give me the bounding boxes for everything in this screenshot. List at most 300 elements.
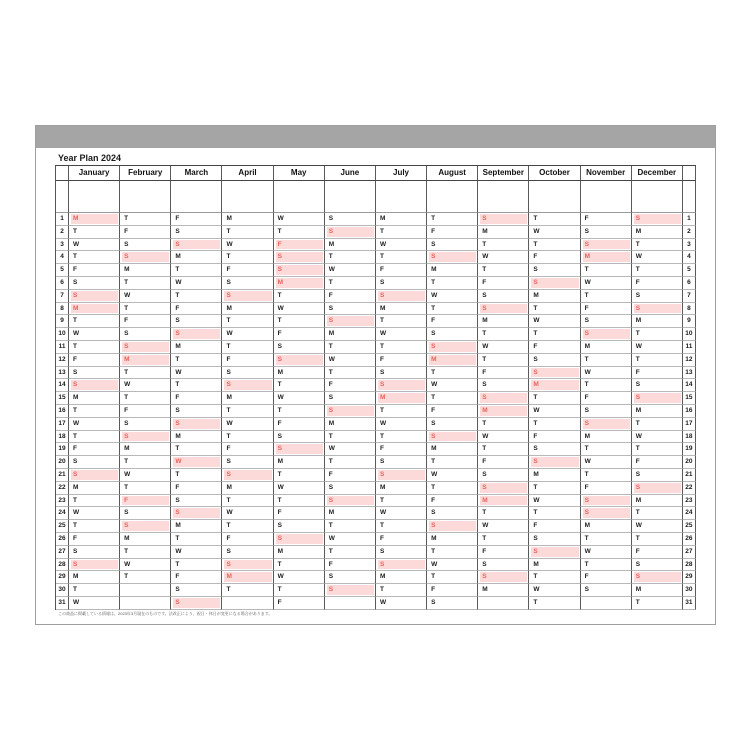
calendar-day-cell: T [222, 584, 273, 597]
calendar-day-cell: S [581, 315, 632, 328]
day-number-right: 10 [683, 328, 696, 341]
calendar-day-cell: T [529, 239, 580, 252]
calendar-day-cell: T [171, 264, 222, 277]
day-number-right: 9 [683, 315, 696, 328]
calendar-day-cell: S [274, 520, 325, 533]
holiday-day-cell: S [171, 597, 222, 610]
holiday-day-cell: S [478, 482, 529, 495]
day-number-right: 31 [683, 597, 696, 610]
notes-cell [274, 181, 325, 213]
calendar-day-cell: F [69, 354, 120, 367]
calendar-day-cell: T [120, 456, 171, 469]
holiday-day-cell: S [69, 379, 120, 392]
calendar-day-cell: F [325, 290, 376, 303]
calendar-day-cell: S [478, 559, 529, 572]
calendar-day-cell: S [529, 354, 580, 367]
calendar-day-cell: T [427, 213, 478, 226]
holiday-day-cell: S [529, 546, 580, 559]
calendar-day-cell: S [529, 533, 580, 546]
day-number-right: 24 [683, 507, 696, 520]
calendar-day-cell: W [581, 456, 632, 469]
calendar-day-cell: T [529, 213, 580, 226]
holiday-day-cell: S [171, 507, 222, 520]
calendar-day-cell: M [529, 559, 580, 572]
calendar-day-cell: W [427, 379, 478, 392]
calendar-day-cell: T [222, 226, 273, 239]
calendar-day-cell: W [222, 418, 273, 431]
calendar-day-cell: T [69, 315, 120, 328]
calendar-day-cell: S [376, 546, 427, 559]
holiday-day-cell: S [69, 290, 120, 303]
calendar-day-cell: M [376, 482, 427, 495]
calendar-day-cell: F [376, 443, 427, 456]
day-number-left: 6 [56, 277, 69, 290]
calendar-day-cell: W [529, 226, 580, 239]
calendar-day-cell: W [376, 507, 427, 520]
calendar-day-cell: F [120, 315, 171, 328]
calendar-day-cell: W [632, 341, 683, 354]
calendar-day-cell: M [632, 405, 683, 418]
calendar-day-cell: T [581, 559, 632, 572]
notes-cell [478, 181, 529, 213]
holiday-day-cell: F [274, 239, 325, 252]
calendar-day-cell: S [69, 277, 120, 290]
holiday-day-cell: S [529, 367, 580, 380]
calendar-day-cell: M [325, 328, 376, 341]
notes-cell [376, 181, 427, 213]
day-number-left: 8 [56, 303, 69, 316]
holiday-day-cell: S [478, 392, 529, 405]
calendar-day-cell: T [632, 443, 683, 456]
day-number-right: 16 [683, 405, 696, 418]
calendar-day-cell: T [376, 341, 427, 354]
calendar-day-cell: T [632, 418, 683, 431]
calendar-day-cell: S [222, 277, 273, 290]
holiday-day-cell: S [376, 290, 427, 303]
footnote: この商品に掲載している情報は、2023年3月現在のものです。法改正により、祝日・休日が変更になる場合があります。 [58, 611, 273, 616]
calendar-day-cell: S [632, 469, 683, 482]
day-number-left: 27 [56, 546, 69, 559]
calendar-day-cell: T [120, 482, 171, 495]
calendar-day-cell: T [478, 264, 529, 277]
day-number-left: 12 [56, 354, 69, 367]
calendar-day-cell: T [581, 290, 632, 303]
holiday-day-cell: S [274, 533, 325, 546]
calendar-day-cell: F [581, 303, 632, 316]
calendar-day-cell: F [581, 392, 632, 405]
calendar-day-cell: T [376, 520, 427, 533]
calendar-day-cell: F [69, 443, 120, 456]
calendar-day-cell: S [478, 469, 529, 482]
calendar-day-cell: F [632, 456, 683, 469]
calendar-day-cell: S [529, 443, 580, 456]
day-number-left: 14 [56, 379, 69, 392]
calendar-day-cell: T [222, 405, 273, 418]
calendar-day-cell: S [325, 482, 376, 495]
calendar-day-cell: S [632, 379, 683, 392]
calendar-day-cell: T [478, 354, 529, 367]
calendar-day-cell: W [171, 367, 222, 380]
calendar-day-cell: T [325, 277, 376, 290]
calendar-day-cell: T [325, 341, 376, 354]
empty-cell [581, 597, 632, 610]
calendar-day-cell: T [171, 533, 222, 546]
calendar-day-cell: M [478, 584, 529, 597]
calendar-day-cell: T [69, 520, 120, 533]
calendar-day-cell: W [478, 251, 529, 264]
calendar-day-cell: F [478, 277, 529, 290]
calendar-day-cell: S [478, 290, 529, 303]
calendar-day-cell: T [529, 597, 580, 610]
calendar-day-cell: T [376, 431, 427, 444]
day-number-right: 26 [683, 533, 696, 546]
calendar-day-cell: F [632, 546, 683, 559]
calendar-day-cell: F [632, 367, 683, 380]
calendar-day-cell: T [222, 315, 273, 328]
calendar-day-cell: T [478, 533, 529, 546]
calendar-day-cell: S [581, 226, 632, 239]
year-calendar-grid [55, 165, 696, 610]
holiday-day-cell: S [325, 315, 376, 328]
day-number-left: 20 [56, 456, 69, 469]
calendar-day-cell: W [325, 264, 376, 277]
calendar-day-cell: W [529, 495, 580, 508]
holiday-day-cell: S [222, 469, 273, 482]
day-number-left: 24 [56, 507, 69, 520]
calendar-day-cell: M [120, 264, 171, 277]
calendar-day-cell: S [581, 405, 632, 418]
holiday-day-cell: S [376, 559, 427, 572]
calendar-day-cell: S [120, 239, 171, 252]
calendar-day-cell: S [120, 328, 171, 341]
calendar-day-cell: W [222, 507, 273, 520]
calendar-day-cell: S [632, 559, 683, 572]
calendar-day-cell: F [478, 367, 529, 380]
calendar-day-cell: W [529, 584, 580, 597]
holiday-day-cell: S [427, 520, 478, 533]
calendar-day-cell: F [376, 264, 427, 277]
month-header: March [171, 166, 222, 181]
calendar-day-cell: M [171, 520, 222, 533]
calendar-day-cell: S [120, 418, 171, 431]
holiday-day-cell: S [325, 226, 376, 239]
calendar-day-cell: T [274, 290, 325, 303]
calendar-day-cell: W [478, 431, 529, 444]
calendar-day-cell: S [478, 379, 529, 392]
calendar-day-cell: M [222, 392, 273, 405]
day-number-right: 7 [683, 290, 696, 303]
day-number-right: 4 [683, 251, 696, 264]
calendar-day-cell: W [69, 328, 120, 341]
calendar-day-cell: M [120, 533, 171, 546]
calendar-day-cell: T [325, 546, 376, 559]
calendar-day-cell: T [581, 469, 632, 482]
calendar-day-cell: M [69, 392, 120, 405]
calendar-day-cell: W [171, 277, 222, 290]
calendar-day-cell: T [632, 264, 683, 277]
calendar-day-cell: S [632, 290, 683, 303]
calendar-day-cell: T [325, 431, 376, 444]
holiday-day-cell: S [581, 507, 632, 520]
notes-cell [427, 181, 478, 213]
day-number-right: 11 [683, 341, 696, 354]
calendar-day-cell: M [120, 443, 171, 456]
calendar-day-cell: S [376, 277, 427, 290]
holiday-day-cell: S [171, 239, 222, 252]
calendar-day-cell: F [274, 507, 325, 520]
day-number-right: 23 [683, 495, 696, 508]
day-number-left: 25 [56, 520, 69, 533]
calendar-day-cell: T [581, 264, 632, 277]
calendar-day-cell: W [529, 405, 580, 418]
calendar-day-cell: S [325, 571, 376, 584]
holiday-day-cell: S [632, 571, 683, 584]
calendar-day-cell: T [478, 328, 529, 341]
calendar-day-cell: M [376, 213, 427, 226]
calendar-day-cell: S [69, 367, 120, 380]
day-number-right: 13 [683, 367, 696, 380]
calendar-day-cell: T [274, 584, 325, 597]
day-number-left: 31 [56, 597, 69, 610]
calendar-day-cell: T [171, 469, 222, 482]
month-header: November [581, 166, 632, 181]
day-number-right: 2 [683, 226, 696, 239]
calendar-day-cell: T [529, 392, 580, 405]
calendar-day-cell: T [120, 277, 171, 290]
calendar-day-cell: T [274, 379, 325, 392]
calendar-day-cell: M [171, 251, 222, 264]
holiday-day-cell: S [325, 495, 376, 508]
calendar-day-cell: F [529, 341, 580, 354]
calendar-day-cell: F [529, 251, 580, 264]
calendar-day-cell: W [274, 213, 325, 226]
calendar-day-cell: T [478, 443, 529, 456]
holiday-day-cell: M [376, 392, 427, 405]
month-header: February [120, 166, 171, 181]
calendar-day-cell: F [529, 431, 580, 444]
calendar-day-cell: W [325, 443, 376, 456]
notes-cell [222, 181, 273, 213]
calendar-day-cell: W [120, 469, 171, 482]
calendar-day-cell: T [376, 495, 427, 508]
holiday-day-cell: M [69, 303, 120, 316]
calendar-day-cell: T [427, 482, 478, 495]
holiday-day-cell: S [478, 303, 529, 316]
calendar-day-cell: T [376, 226, 427, 239]
holiday-day-cell: S [325, 405, 376, 418]
calendar-day-cell: T [222, 495, 273, 508]
calendar-day-cell: S [222, 546, 273, 559]
calendar-day-cell: T [529, 571, 580, 584]
calendar-day-cell: W [222, 239, 273, 252]
day-number-right: 25 [683, 520, 696, 533]
calendar-day-cell: M [581, 431, 632, 444]
calendar-day-cell: F [120, 226, 171, 239]
holiday-day-cell: S [632, 392, 683, 405]
calendar-day-cell: F [69, 533, 120, 546]
day-number-right: 17 [683, 418, 696, 431]
holiday-day-cell: S [274, 354, 325, 367]
calendar-day-cell: S [325, 392, 376, 405]
calendar-day-cell: T [632, 507, 683, 520]
calendar-day-cell: T [325, 520, 376, 533]
calendar-day-cell: T [581, 443, 632, 456]
calendar-day-cell: T [581, 379, 632, 392]
day-number-left: 5 [56, 264, 69, 277]
calendar-day-cell: F [478, 456, 529, 469]
calendar-day-cell: F [222, 443, 273, 456]
holiday-day-cell: S [427, 341, 478, 354]
day-number-left: 26 [56, 533, 69, 546]
calendar-day-cell: S [171, 226, 222, 239]
day-number-left: 11 [56, 341, 69, 354]
holiday-day-cell: M [222, 571, 273, 584]
day-number-right: 18 [683, 431, 696, 444]
calendar-day-cell: T [69, 405, 120, 418]
day-number-left: 4 [56, 251, 69, 264]
month-header: August [427, 166, 478, 181]
notes-cell [581, 181, 632, 213]
day-number-left: 13 [56, 367, 69, 380]
calendar-day-cell: W [478, 341, 529, 354]
notes-corner-left [56, 181, 69, 213]
calendar-day-cell: T [529, 328, 580, 341]
calendar-day-cell: T [427, 277, 478, 290]
calendar-day-cell: T [120, 303, 171, 316]
calendar-day-cell: S [325, 303, 376, 316]
calendar-day-cell: W [376, 239, 427, 252]
calendar-day-cell: F [632, 277, 683, 290]
holiday-day-cell: M [120, 354, 171, 367]
holiday-day-cell: S [376, 469, 427, 482]
day-number-left: 18 [56, 431, 69, 444]
day-number-right: 5 [683, 264, 696, 277]
day-number-right: 29 [683, 571, 696, 584]
month-header: October [529, 166, 580, 181]
day-number-left: 7 [56, 290, 69, 303]
calendar-day-cell: W [376, 328, 427, 341]
empty-cell [325, 597, 376, 610]
calendar-day-cell: T [632, 328, 683, 341]
holiday-day-cell: S [632, 482, 683, 495]
calendar-day-cell: F [581, 482, 632, 495]
notes-cell [325, 181, 376, 213]
calendar-day-cell: T [529, 482, 580, 495]
day-number-right: 20 [683, 456, 696, 469]
calendar-day-cell: S [171, 315, 222, 328]
calendar-day-cell: F [171, 213, 222, 226]
calendar-day-cell: W [222, 328, 273, 341]
calendar-day-cell: M [581, 520, 632, 533]
holiday-day-cell: S [120, 341, 171, 354]
calendar-day-cell: T [222, 251, 273, 264]
holiday-day-cell: S [376, 379, 427, 392]
calendar-day-cell: S [69, 546, 120, 559]
calendar-day-cell: T [69, 251, 120, 264]
empty-cell [222, 597, 273, 610]
month-header: May [274, 166, 325, 181]
calendar-day-cell: S [274, 431, 325, 444]
holiday-day-cell: S [478, 571, 529, 584]
calendar-day-cell: S [222, 367, 273, 380]
page-title: Year Plan 2024 [58, 153, 122, 163]
day-number-left: 21 [56, 469, 69, 482]
year-plan-sheet [35, 125, 716, 625]
day-number-left: 10 [56, 328, 69, 341]
calendar-day-cell: S [427, 328, 478, 341]
day-number-left: 15 [56, 392, 69, 405]
calendar-day-cell: F [69, 264, 120, 277]
calendar-day-cell: M [427, 533, 478, 546]
calendar-day-cell: M [69, 482, 120, 495]
calendar-day-cell: M [274, 456, 325, 469]
calendar-day-cell: T [274, 315, 325, 328]
header-corner-left [56, 166, 69, 181]
calendar-day-cell: F [581, 571, 632, 584]
calendar-day-cell: T [274, 405, 325, 418]
calendar-day-cell: T [120, 571, 171, 584]
calendar-day-cell: M [632, 495, 683, 508]
calendar-day-cell: F [274, 328, 325, 341]
holiday-day-cell: M [274, 277, 325, 290]
calendar-day-cell: T [325, 456, 376, 469]
calendar-day-cell: M [632, 226, 683, 239]
calendar-day-cell: W [120, 559, 171, 572]
holiday-day-cell: S [274, 251, 325, 264]
calendar-day-cell: S [325, 213, 376, 226]
day-number-right: 21 [683, 469, 696, 482]
day-number-left: 22 [56, 482, 69, 495]
calendar-day-cell: T [222, 431, 273, 444]
calendar-day-cell: M [632, 315, 683, 328]
day-number-left: 1 [56, 213, 69, 226]
holiday-day-cell: S [325, 584, 376, 597]
calendar-day-cell: T [120, 367, 171, 380]
top-gray-bar [36, 126, 715, 148]
day-number-right: 28 [683, 559, 696, 572]
notes-cell [529, 181, 580, 213]
day-number-left: 30 [56, 584, 69, 597]
holiday-day-cell: M [427, 354, 478, 367]
calendar-day-cell: M [274, 546, 325, 559]
calendar-day-cell: F [274, 418, 325, 431]
month-header: July [376, 166, 427, 181]
day-number-left: 23 [56, 495, 69, 508]
holiday-day-cell: S [222, 379, 273, 392]
calendar-day-cell: T [325, 251, 376, 264]
holiday-day-cell: S [581, 418, 632, 431]
calendar-day-cell: W [529, 315, 580, 328]
calendar-day-cell: T [529, 303, 580, 316]
calendar-day-cell: W [120, 379, 171, 392]
calendar-day-cell: T [632, 533, 683, 546]
calendar-day-cell: W [478, 520, 529, 533]
day-number-right: 15 [683, 392, 696, 405]
calendar-day-cell: W [274, 571, 325, 584]
notes-cell [632, 181, 683, 213]
calendar-day-cell: F [222, 533, 273, 546]
empty-cell [120, 597, 171, 610]
calendar-day-cell: W [274, 303, 325, 316]
calendar-day-cell: T [69, 226, 120, 239]
holiday-day-cell: S [120, 520, 171, 533]
calendar-day-cell: F [325, 559, 376, 572]
calendar-day-cell: W [581, 367, 632, 380]
calendar-day-cell: F [222, 354, 273, 367]
holiday-day-cell: S [581, 239, 632, 252]
month-header: September [478, 166, 529, 181]
calendar-day-cell: W [69, 507, 120, 520]
